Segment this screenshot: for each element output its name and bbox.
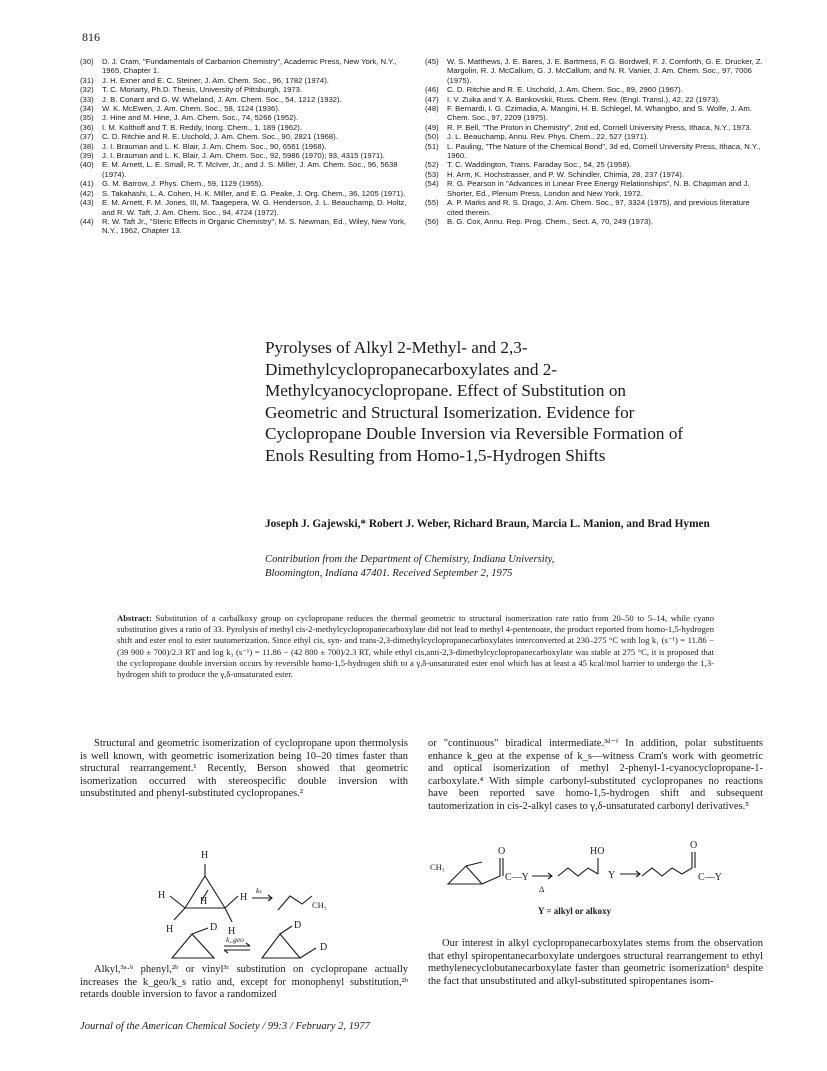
affiliation-line-2: Bloomington, Indiana 47401. Received September 2, 1975 <box>265 568 513 579</box>
h-left-label: H <box>158 890 166 901</box>
reference-number: (43) <box>80 198 94 208</box>
reference-item <box>80 151 415 160</box>
reference-item <box>425 160 763 169</box>
h-lower-left-label: H <box>166 924 174 935</box>
reference-number: (38) <box>80 141 94 151</box>
reference-text: G. M. Barrow, J. Phys. Chem., 59, 1129 (1955). <box>102 179 264 189</box>
ks-rate-label: kₛ <box>256 886 262 895</box>
reference-number: (45) <box>425 57 439 66</box>
reference-number: (46) <box>425 85 439 95</box>
page-number: 816 <box>82 30 100 44</box>
references-right-column <box>425 57 763 226</box>
reference-number: (39) <box>80 151 94 161</box>
d-label-2: D <box>294 920 302 931</box>
reference-number: (30) <box>80 57 94 66</box>
reference-text: I. V. Zuika and Y. A. Bankovskii, Russ. Chem. Rev. (Engl. Transl.), 42, 22 (1973). <box>447 94 721 104</box>
body-col1-paragraph-2: Alkyl,³ᵃ·ᵇ phenyl,²ᵇ or vinyl³ᶜ substitution on cyclopropane actually increases the k_geo/k_s ratio and, except for monophenyl substitution,²ᵇ retards double inversion to favor a randomized <box>80 964 408 1001</box>
reference-text: S. Takahashi, L. A. Cohen, H. K. Miller, and E. G. Peake, J. Org. Chem., 36, 1205 (1971). <box>102 188 406 198</box>
reference-number: (52) <box>425 160 439 170</box>
reference-text: J. I. Brauman and L. K. Blair, J. Am. Chem. Soc., 90, 6561 (1968). <box>102 141 327 151</box>
reference-item <box>80 179 415 188</box>
body-col2-paragraph-1: or "continuous" biradical intermediate.³ᵈ⁻ᶠ In addition, polar substituents enhance k_geo at the expense of k_s—witness Cram's work with geometric and optical isomerization of methyl 2-phenyl-1-cyanocyclopropane-1-carboxylate.⁴ With simple carbonyl-substituted cyclopropanes no reactions have been reported save homo-1,5-hydrogen shift and subsequent tautomerization in cis-2-alkyl cases to γ,δ-unsaturated carbonyl derivatives.⁵ <box>428 738 763 812</box>
h-center-label: H <box>200 896 208 907</box>
reference-item <box>80 189 415 198</box>
reference-item <box>425 95 763 104</box>
reference-text: R. P. Bell, "The Proton in Chemistry", 2nd ed, Cornell University Press, Ithaca, N.Y., 1973. <box>447 122 752 132</box>
reference-item <box>425 132 763 141</box>
reference-number: (41) <box>80 179 94 189</box>
reference-text: F. Bernardi, I. G. Czimadia, A. Mangini, H. B. Schlegel, M. Whangbo, and S. Wolfe, J. Am. Chem. Soc., 97, 2209 (1975). <box>447 104 752 123</box>
reference-item <box>80 113 415 122</box>
h-top-label: H <box>201 850 209 861</box>
d-label-3: D <box>320 942 328 953</box>
reference-item <box>425 198 763 217</box>
reference-number: (34) <box>80 104 94 114</box>
reference-text: R. G. Pearson in "Advances in Linear Free Energy Relationships", N. B. Chapman and J. Shorter, Ed., Plenum Press, London and New York, 1972. <box>447 179 750 198</box>
reference-number: (53) <box>425 169 439 179</box>
product-c-y-label: C—Y <box>698 872 722 883</box>
reference-item <box>80 95 415 104</box>
reference-item <box>425 123 763 132</box>
enol-ho-label: HO <box>590 846 605 857</box>
reference-number: (44) <box>80 216 94 226</box>
reference-text: W. K. McEwen, J. Am. Chem. Soc., 58, 1124 (1936). <box>102 104 281 114</box>
reference-number: (37) <box>80 132 94 142</box>
abstract-text: Substitution of a carbalkoxy group on cyclopropane reduces the thermal geometric to structural isomerization rate ratio from 20–50 to 5–14, while cyano substitution gives a ratio of 33. Pyrolysis of methyl cis-2-methylcyclopropanecarboxylate did not lead to methyl 4-pentenoate, the product reported from homo-1,5-hydrogen shift and ester enol to ester tautomerization. Since ethyl cis, syn- and trans-2,3-dimethylcyclopropanecarboxylates interconverted at 230–275 °C with log k₁ (s⁻¹) = 11.86 − (39 900 ± 700)/2.3 RT and log k₃ (s⁻¹) = 11.86 − (42 800 ± 700)/2.3 RT, while ethyl cis,anti-2,3-dimethylcyclopropanecarboxylate was stable at 275 °C, it is proposed that the cyclopropane double inversion occurs by reversible homo-1,5-hydrogen shift to a γ,δ-unsaturated ester enol which has at least a 45 kcal/mol barrier to undergo the 1,3-hydrogen shift to produce the γ,δ-unsaturated ester. <box>117 613 715 680</box>
reference-item <box>425 179 763 198</box>
body-col2-paragraph-2: Our interest in alkyl cyclopropanecarboxylates stems from the observation that ethyl spiropentanecarboxylate undergoes structural rearrangement to ethyl methylenecyclobutanecarboxylate faster than geometric isomerization⁶ despite the fact that unsubstituted and alkyl-substituted spiropentanes isom- <box>428 938 763 987</box>
reference-text: J. Hine and M. Hine, J. Am. Chem. Soc., 74, 5266 (1952). <box>102 113 299 123</box>
reference-text: T. C. Moriarty, Ph.D. Thesis, University of Pittsburgh, 1973. <box>102 85 303 95</box>
reference-number: (54) <box>425 179 439 189</box>
reference-number: (56) <box>425 216 439 226</box>
reference-item <box>80 104 415 113</box>
reference-text: L. Pauling, "The Nature of the Chemical Bond", 3d ed, Cornell University Press, Ithaca, N.Y., 1960. <box>447 141 761 161</box>
reference-item <box>80 76 415 85</box>
reference-item <box>80 160 415 179</box>
reference-text: J. L. Beauchamp, Annu. Rev. Phys. Chem., 22, 527 (1971). <box>447 132 649 142</box>
abstract <box>117 613 714 680</box>
author-list: Joseph J. Gajewski,* Robert J. Weber, Richard Braun, Marcia L. Manion, and Brad Hymen <box>265 518 710 530</box>
reference-item <box>425 104 763 123</box>
h-right-label: H <box>240 892 248 903</box>
h-bottom-label: H <box>228 926 236 937</box>
d-label-1: D <box>210 922 218 933</box>
reference-text: C. D. Ritchie and R. E. Uschold, J. Am. Chem. Soc., 90, 2821 (1968). <box>102 132 338 142</box>
reference-text: J. H. Exner and E. C. Steiner, J. Am. Chem. Soc., 96, 1782 (1974). <box>102 75 329 85</box>
reference-number: (55) <box>425 198 439 208</box>
reference-text: H. Arm, K. Hochstrasser, and P. W. Schindler, Chimia, 28, 237 (1974). <box>447 169 684 179</box>
ch3-label: CH₃ <box>430 862 445 872</box>
reference-item <box>425 217 763 226</box>
reference-text: T. C. Waddington, Trans. Faraday Soc., 54, 25 (1958). <box>447 160 632 170</box>
reference-text: J. B. Conant and G. W. Wheland, J. Am. Chem. Soc., 54, 1212 (1932). <box>102 94 342 104</box>
oxygen-label-2: O <box>690 840 698 851</box>
reference-item <box>425 57 763 85</box>
reference-item <box>80 198 415 217</box>
abstract-label: Abstract: <box>117 613 152 623</box>
reference-number: (47) <box>425 94 439 104</box>
reference-text: C. D. Ritchie and R. E. Uschold, J. Am. Chem. Soc., 89, 2960 (1967). <box>447 85 683 95</box>
reference-number: (33) <box>80 94 94 104</box>
ester-c-y-label: C—Y <box>505 872 529 883</box>
reference-number: (50) <box>425 132 439 142</box>
enol-y-label: Y <box>608 870 616 881</box>
reference-number: (32) <box>80 85 94 95</box>
reference-text: W. S. Matthews, J. E. Bares, J. E. Bartmess, F. G. Bordwell, F. J. Cornforth, G. E. Drucker, Z. Margolin, R. J. McCallum, G. J. McCallum, and N. R. Vanier, J. Am. Chem. Soc., 97, 7006 (1975). <box>447 57 763 85</box>
reference-number: (51) <box>425 141 439 151</box>
journal-footer: Journal of the American Chemical Society / 99:3 / February 2, 1977 <box>80 1021 370 1032</box>
reference-text: E. M. Arnett, L. E. Small, R. T. McIver, Jr., and J. S. Miller, J. Am. Chem. Soc., 96, 5638 (1974). <box>102 160 398 179</box>
references-left-column <box>80 57 415 236</box>
article-title: Pyrolyses of Alkyl 2-Methyl- and 2,3-Dimethylcyclopropanecarboxylates and 2-Methylcyanocyclopropane. Effect of Substitution on Geometric and Structural Isomerization. Evidence for Cyclopropane Double Inversion via Reversible Formation of Enols Resulting from Homo-1,5-Hydrogen Shifts <box>265 338 684 465</box>
reference-number: (49) <box>425 122 439 132</box>
reference-item <box>80 123 415 132</box>
reference-number: (40) <box>80 160 94 170</box>
reference-number: (48) <box>425 104 439 114</box>
reference-text: A. P. Marks and R. S. Drago, J. Am. Chem. Soc., 97, 3324 (1975), and previous literature cited therein. <box>447 198 750 217</box>
reference-number: (36) <box>80 122 94 132</box>
reference-text: R. W. Taft Jr., "Steric Effects in Organic Chemistry", M. S. Newman, Ed., Wiley, New York, N.Y., 1962, Chapter 13. <box>102 216 407 236</box>
reference-text: I. M. Kolthoff and T. B. Reddy, Inorg. Chem., 1, 189 (1962). <box>102 122 302 132</box>
reference-item <box>80 132 415 141</box>
reference-text: J. I. Brauman and L. K. Blair, J. Am. Chem. Soc., 92, 5986 (1970); 93, 4315 (1971). <box>102 151 385 161</box>
ch3-label: CH₃ <box>312 900 327 910</box>
reference-text: B. G. Cox, Annu. Rep. Prog. Chem., Sect. A, 70, 249 (1973). <box>447 216 653 226</box>
body-col1-paragraph-1: Structural and geometric isomerization of cyclopropane upon thermolysis is well known, with geometric isomerization being 10–20 times faster than structural rearrangement.¹ Recently, Berson showed that geometric isomerization occurred with stereospecific double inversion with unsubstituted and phenyl-substituted cyclopropanes.² <box>80 738 408 800</box>
reference-item <box>425 85 763 94</box>
reference-item <box>80 57 415 76</box>
oxygen-label-1: O <box>498 846 506 857</box>
reference-number: (35) <box>80 113 94 123</box>
reference-number: (42) <box>80 188 94 198</box>
reference-text: D. J. Cram, "Fundamentals of Carbanion Chemistry", Academic Press, New York, N.Y., 1965, Chapter 1. <box>102 57 397 76</box>
reference-item <box>425 142 763 161</box>
kgeo-rate-label: k_geo <box>226 935 244 944</box>
reference-item <box>80 142 415 151</box>
scheme-1-cyclopropane-isomerization <box>130 838 360 966</box>
reference-text: E. M. Arnett, F. M. Jones, III, M. Taagepera, W. G. Henderson, J. L. Beauchamp, D. Holtz, and R. W. Taft, J. Am. Chem. Soc., 94, 4724 (1972). <box>102 198 407 217</box>
reference-item <box>80 217 415 236</box>
heat-delta-label: Δ <box>539 884 545 894</box>
y-legend: Y = alkyl or alkoxy <box>538 906 612 916</box>
reference-number: (31) <box>80 75 94 85</box>
reference-item <box>80 85 415 94</box>
affiliation-line-1: Contribution from the Department of Chemistry, Indiana University, <box>265 554 555 565</box>
affiliation <box>265 553 735 581</box>
reference-item <box>425 170 763 179</box>
scheme-2-homo-hydrogen-shift <box>430 840 765 932</box>
